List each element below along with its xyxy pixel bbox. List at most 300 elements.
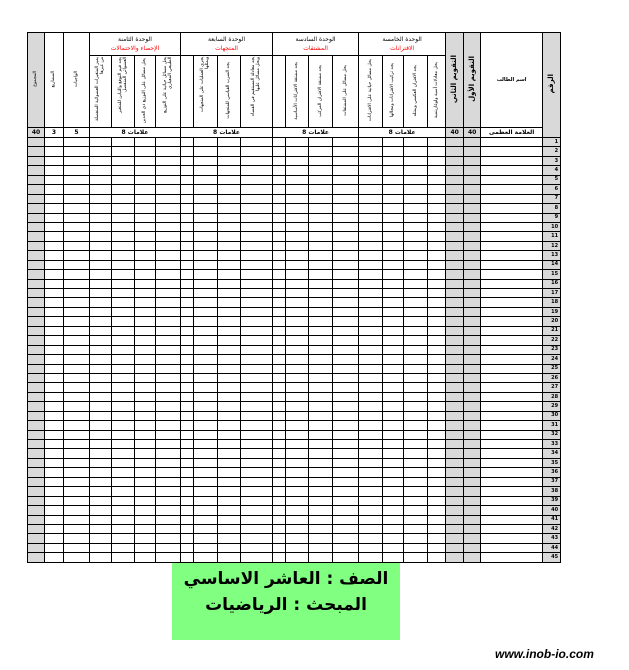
grade-cell[interactable] bbox=[404, 204, 428, 213]
grade-cell[interactable] bbox=[64, 194, 90, 203]
grade-cell[interactable] bbox=[135, 477, 156, 486]
grade-cell[interactable] bbox=[194, 185, 218, 194]
grade-cell[interactable] bbox=[194, 534, 218, 543]
grade-cell[interactable] bbox=[156, 222, 181, 231]
grade-cell[interactable] bbox=[383, 553, 404, 562]
grade-cell[interactable] bbox=[309, 364, 333, 373]
grade-cell[interactable] bbox=[404, 543, 428, 552]
grade-cell[interactable] bbox=[112, 373, 135, 382]
grade-cell[interactable] bbox=[464, 232, 481, 241]
grade-cell[interactable] bbox=[64, 383, 90, 392]
grade-cell[interactable] bbox=[218, 506, 241, 515]
grade-cell[interactable] bbox=[45, 383, 64, 392]
grade-cell[interactable] bbox=[156, 213, 181, 222]
grade-cell[interactable] bbox=[112, 213, 135, 222]
grade-cell[interactable] bbox=[464, 204, 481, 213]
grade-cell[interactable] bbox=[273, 279, 286, 288]
grade-cell[interactable] bbox=[404, 373, 428, 382]
grade-cell[interactable] bbox=[428, 345, 446, 354]
grade-cell[interactable] bbox=[333, 138, 359, 147]
grade-cell[interactable] bbox=[286, 185, 309, 194]
grade-cell[interactable] bbox=[446, 392, 464, 401]
grade-cell[interactable] bbox=[218, 421, 241, 430]
grade-cell[interactable] bbox=[112, 553, 135, 562]
grade-cell[interactable] bbox=[273, 326, 286, 335]
grade-cell[interactable] bbox=[112, 326, 135, 335]
grade-cell[interactable] bbox=[112, 298, 135, 307]
grade-cell[interactable] bbox=[359, 138, 383, 147]
grade-cell[interactable] bbox=[333, 345, 359, 354]
grade-cell[interactable] bbox=[383, 251, 404, 260]
grade-cell[interactable] bbox=[156, 175, 181, 184]
grade-cell[interactable] bbox=[446, 468, 464, 477]
grade-cell[interactable] bbox=[194, 477, 218, 486]
grade-cell[interactable] bbox=[28, 487, 45, 496]
grade-cell[interactable] bbox=[112, 449, 135, 458]
grade-cell[interactable] bbox=[241, 317, 273, 326]
grade-cell[interactable] bbox=[64, 553, 90, 562]
grade-cell[interactable] bbox=[464, 185, 481, 194]
grade-cell[interactable] bbox=[286, 147, 309, 156]
grade-cell[interactable] bbox=[286, 156, 309, 165]
grade-cell[interactable] bbox=[428, 336, 446, 345]
grade-cell[interactable] bbox=[383, 307, 404, 316]
student-name-cell[interactable] bbox=[481, 270, 543, 279]
grade-cell[interactable] bbox=[446, 241, 464, 250]
grade-cell[interactable] bbox=[156, 317, 181, 326]
grade-cell[interactable] bbox=[309, 449, 333, 458]
grade-cell[interactable] bbox=[45, 449, 64, 458]
grade-cell[interactable] bbox=[404, 270, 428, 279]
grade-cell[interactable] bbox=[241, 534, 273, 543]
grade-cell[interactable] bbox=[64, 364, 90, 373]
grade-cell[interactable] bbox=[112, 166, 135, 175]
grade-cell[interactable] bbox=[135, 279, 156, 288]
grade-cell[interactable] bbox=[446, 204, 464, 213]
grade-cell[interactable] bbox=[28, 515, 45, 524]
grade-cell[interactable] bbox=[404, 468, 428, 477]
grade-cell[interactable] bbox=[383, 138, 404, 147]
grade-cell[interactable] bbox=[90, 543, 112, 552]
grade-cell[interactable] bbox=[156, 496, 181, 505]
grade-cell[interactable] bbox=[428, 298, 446, 307]
grade-cell[interactable] bbox=[241, 289, 273, 298]
grade-cell[interactable] bbox=[45, 175, 64, 184]
grade-cell[interactable] bbox=[359, 241, 383, 250]
grade-cell[interactable] bbox=[241, 194, 273, 203]
grade-cell[interactable] bbox=[218, 307, 241, 316]
grade-cell[interactable] bbox=[90, 175, 112, 184]
grade-cell[interactable] bbox=[181, 411, 194, 420]
grade-cell[interactable] bbox=[135, 326, 156, 335]
grade-cell[interactable] bbox=[194, 289, 218, 298]
grade-cell[interactable] bbox=[273, 402, 286, 411]
grade-cell[interactable] bbox=[135, 270, 156, 279]
grade-cell[interactable] bbox=[241, 477, 273, 486]
grade-cell[interactable] bbox=[309, 468, 333, 477]
grade-cell[interactable] bbox=[428, 373, 446, 382]
grade-cell[interactable] bbox=[383, 185, 404, 194]
grade-cell[interactable] bbox=[45, 289, 64, 298]
grade-cell[interactable] bbox=[464, 477, 481, 486]
grade-cell[interactable] bbox=[383, 402, 404, 411]
grade-cell[interactable] bbox=[286, 477, 309, 486]
grade-cell[interactable] bbox=[218, 289, 241, 298]
grade-cell[interactable] bbox=[273, 449, 286, 458]
grade-cell[interactable] bbox=[273, 373, 286, 382]
grade-cell[interactable] bbox=[28, 166, 45, 175]
grade-cell[interactable] bbox=[135, 251, 156, 260]
grade-cell[interactable] bbox=[181, 458, 194, 467]
grade-cell[interactable] bbox=[194, 336, 218, 345]
grade-cell[interactable] bbox=[446, 307, 464, 316]
grade-cell[interactable] bbox=[218, 449, 241, 458]
grade-cell[interactable] bbox=[273, 524, 286, 533]
grade-cell[interactable] bbox=[273, 251, 286, 260]
grade-cell[interactable] bbox=[156, 449, 181, 458]
grade-cell[interactable] bbox=[383, 421, 404, 430]
grade-cell[interactable] bbox=[464, 383, 481, 392]
grade-cell[interactable] bbox=[28, 336, 45, 345]
grade-cell[interactable] bbox=[28, 543, 45, 552]
grade-cell[interactable] bbox=[135, 515, 156, 524]
grade-cell[interactable] bbox=[241, 421, 273, 430]
grade-cell[interactable] bbox=[286, 543, 309, 552]
grade-cell[interactable] bbox=[218, 515, 241, 524]
grade-cell[interactable] bbox=[64, 496, 90, 505]
grade-cell[interactable] bbox=[112, 487, 135, 496]
grade-cell[interactable] bbox=[333, 355, 359, 364]
grade-cell[interactable] bbox=[383, 373, 404, 382]
grade-cell[interactable] bbox=[446, 364, 464, 373]
grade-cell[interactable] bbox=[404, 355, 428, 364]
grade-cell[interactable] bbox=[64, 204, 90, 213]
grade-cell[interactable] bbox=[241, 260, 273, 269]
grade-cell[interactable] bbox=[135, 156, 156, 165]
grade-cell[interactable] bbox=[404, 175, 428, 184]
grade-cell[interactable] bbox=[112, 364, 135, 373]
grade-cell[interactable] bbox=[64, 317, 90, 326]
grade-cell[interactable] bbox=[181, 298, 194, 307]
grade-cell[interactable] bbox=[194, 222, 218, 231]
grade-cell[interactable] bbox=[428, 458, 446, 467]
grade-cell[interactable] bbox=[309, 458, 333, 467]
grade-cell[interactable] bbox=[446, 194, 464, 203]
grade-cell[interactable] bbox=[446, 373, 464, 382]
grade-cell[interactable] bbox=[428, 364, 446, 373]
grade-cell[interactable] bbox=[241, 402, 273, 411]
grade-cell[interactable] bbox=[286, 487, 309, 496]
grade-cell[interactable] bbox=[404, 364, 428, 373]
grade-cell[interactable] bbox=[286, 430, 309, 439]
grade-cell[interactable] bbox=[156, 543, 181, 552]
grade-cell[interactable] bbox=[404, 298, 428, 307]
grade-cell[interactable] bbox=[181, 383, 194, 392]
grade-cell[interactable] bbox=[404, 496, 428, 505]
grade-cell[interactable] bbox=[241, 270, 273, 279]
grade-cell[interactable] bbox=[273, 496, 286, 505]
grade-cell[interactable] bbox=[45, 553, 64, 562]
grade-cell[interactable] bbox=[309, 402, 333, 411]
grade-cell[interactable] bbox=[194, 204, 218, 213]
grade-cell[interactable] bbox=[383, 440, 404, 449]
grade-cell[interactable] bbox=[194, 194, 218, 203]
grade-cell[interactable] bbox=[112, 496, 135, 505]
grade-cell[interactable] bbox=[64, 543, 90, 552]
grade-cell[interactable] bbox=[194, 383, 218, 392]
grade-cell[interactable] bbox=[28, 147, 45, 156]
grade-cell[interactable] bbox=[273, 156, 286, 165]
grade-cell[interactable] bbox=[333, 270, 359, 279]
grade-cell[interactable] bbox=[428, 524, 446, 533]
grade-cell[interactable] bbox=[64, 355, 90, 364]
grade-cell[interactable] bbox=[28, 317, 45, 326]
grade-cell[interactable] bbox=[28, 534, 45, 543]
grade-cell[interactable] bbox=[446, 543, 464, 552]
student-name-cell[interactable] bbox=[481, 440, 543, 449]
grade-cell[interactable] bbox=[156, 468, 181, 477]
grade-cell[interactable] bbox=[45, 477, 64, 486]
grade-cell[interactable] bbox=[45, 194, 64, 203]
grade-cell[interactable] bbox=[359, 147, 383, 156]
grade-cell[interactable] bbox=[194, 156, 218, 165]
grade-cell[interactable] bbox=[194, 326, 218, 335]
student-name-cell[interactable] bbox=[481, 496, 543, 505]
grade-cell[interactable] bbox=[464, 496, 481, 505]
grade-cell[interactable] bbox=[383, 543, 404, 552]
grade-cell[interactable] bbox=[464, 421, 481, 430]
grade-cell[interactable] bbox=[273, 194, 286, 203]
grade-cell[interactable] bbox=[404, 222, 428, 231]
grade-cell[interactable] bbox=[194, 213, 218, 222]
grade-cell[interactable] bbox=[181, 147, 194, 156]
grade-cell[interactable] bbox=[359, 156, 383, 165]
grade-cell[interactable] bbox=[90, 156, 112, 165]
grade-cell[interactable] bbox=[112, 260, 135, 269]
grade-cell[interactable] bbox=[28, 298, 45, 307]
student-name-cell[interactable] bbox=[481, 317, 543, 326]
grade-cell[interactable] bbox=[90, 553, 112, 562]
grade-cell[interactable] bbox=[464, 449, 481, 458]
grade-cell[interactable] bbox=[359, 524, 383, 533]
grade-cell[interactable] bbox=[359, 317, 383, 326]
grade-cell[interactable] bbox=[309, 543, 333, 552]
grade-cell[interactable] bbox=[45, 222, 64, 231]
grade-cell[interactable] bbox=[286, 204, 309, 213]
grade-cell[interactable] bbox=[90, 194, 112, 203]
grade-cell[interactable] bbox=[112, 383, 135, 392]
student-name-cell[interactable] bbox=[481, 307, 543, 316]
grade-cell[interactable] bbox=[383, 515, 404, 524]
grade-cell[interactable] bbox=[383, 487, 404, 496]
grade-cell[interactable] bbox=[464, 468, 481, 477]
grade-cell[interactable] bbox=[309, 487, 333, 496]
grade-cell[interactable] bbox=[156, 373, 181, 382]
grade-cell[interactable] bbox=[359, 411, 383, 420]
grade-cell[interactable] bbox=[45, 364, 64, 373]
grade-cell[interactable] bbox=[333, 326, 359, 335]
grade-cell[interactable] bbox=[359, 553, 383, 562]
grade-cell[interactable] bbox=[404, 336, 428, 345]
grade-cell[interactable] bbox=[446, 213, 464, 222]
grade-cell[interactable] bbox=[333, 440, 359, 449]
student-name-cell[interactable] bbox=[481, 524, 543, 533]
grade-cell[interactable] bbox=[181, 477, 194, 486]
grade-cell[interactable] bbox=[464, 326, 481, 335]
grade-cell[interactable] bbox=[309, 204, 333, 213]
grade-cell[interactable] bbox=[309, 326, 333, 335]
student-name-cell[interactable] bbox=[481, 156, 543, 165]
grade-cell[interactable] bbox=[45, 534, 64, 543]
grade-cell[interactable] bbox=[404, 147, 428, 156]
student-name-cell[interactable] bbox=[481, 506, 543, 515]
grade-cell[interactable] bbox=[404, 241, 428, 250]
grade-cell[interactable] bbox=[273, 411, 286, 420]
grade-cell[interactable] bbox=[273, 364, 286, 373]
grade-cell[interactable] bbox=[273, 430, 286, 439]
grade-cell[interactable] bbox=[428, 213, 446, 222]
grade-cell[interactable] bbox=[446, 345, 464, 354]
grade-cell[interactable] bbox=[194, 373, 218, 382]
grade-cell[interactable] bbox=[404, 317, 428, 326]
grade-cell[interactable] bbox=[428, 430, 446, 439]
grade-cell[interactable] bbox=[218, 364, 241, 373]
grade-cell[interactable] bbox=[156, 326, 181, 335]
grade-cell[interactable] bbox=[286, 175, 309, 184]
grade-cell[interactable] bbox=[64, 279, 90, 288]
grade-cell[interactable] bbox=[181, 345, 194, 354]
grade-cell[interactable] bbox=[64, 336, 90, 345]
grade-cell[interactable] bbox=[112, 402, 135, 411]
grade-cell[interactable] bbox=[309, 279, 333, 288]
grade-cell[interactable] bbox=[446, 458, 464, 467]
grade-cell[interactable] bbox=[181, 260, 194, 269]
grade-cell[interactable] bbox=[156, 345, 181, 354]
grade-cell[interactable] bbox=[241, 449, 273, 458]
grade-cell[interactable] bbox=[446, 553, 464, 562]
grade-cell[interactable] bbox=[181, 326, 194, 335]
grade-cell[interactable] bbox=[309, 345, 333, 354]
grade-cell[interactable] bbox=[45, 156, 64, 165]
grade-cell[interactable] bbox=[464, 289, 481, 298]
grade-cell[interactable] bbox=[112, 524, 135, 533]
grade-cell[interactable] bbox=[194, 392, 218, 401]
grade-cell[interactable] bbox=[64, 298, 90, 307]
grade-cell[interactable] bbox=[45, 166, 64, 175]
grade-cell[interactable] bbox=[45, 345, 64, 354]
grade-cell[interactable] bbox=[333, 213, 359, 222]
grade-cell[interactable] bbox=[428, 411, 446, 420]
grade-cell[interactable] bbox=[64, 373, 90, 382]
grade-cell[interactable] bbox=[28, 260, 45, 269]
grade-cell[interactable] bbox=[428, 194, 446, 203]
student-name-cell[interactable] bbox=[481, 213, 543, 222]
grade-cell[interactable] bbox=[241, 411, 273, 420]
grade-cell[interactable] bbox=[218, 336, 241, 345]
grade-cell[interactable] bbox=[90, 166, 112, 175]
grade-cell[interactable] bbox=[446, 298, 464, 307]
grade-cell[interactable] bbox=[359, 251, 383, 260]
grade-cell[interactable] bbox=[333, 402, 359, 411]
grade-cell[interactable] bbox=[45, 411, 64, 420]
grade-cell[interactable] bbox=[273, 468, 286, 477]
grade-cell[interactable] bbox=[194, 355, 218, 364]
grade-cell[interactable] bbox=[135, 487, 156, 496]
grade-cell[interactable] bbox=[446, 138, 464, 147]
grade-cell[interactable] bbox=[404, 411, 428, 420]
grade-cell[interactable] bbox=[404, 392, 428, 401]
grade-cell[interactable] bbox=[135, 458, 156, 467]
grade-cell[interactable] bbox=[428, 175, 446, 184]
grade-cell[interactable] bbox=[333, 147, 359, 156]
grade-cell[interactable] bbox=[90, 232, 112, 241]
grade-cell[interactable] bbox=[156, 307, 181, 316]
student-name-cell[interactable] bbox=[481, 392, 543, 401]
grade-cell[interactable] bbox=[241, 251, 273, 260]
grade-cell[interactable] bbox=[112, 317, 135, 326]
grade-cell[interactable] bbox=[28, 421, 45, 430]
student-name-cell[interactable] bbox=[481, 543, 543, 552]
grade-cell[interactable] bbox=[28, 194, 45, 203]
grade-cell[interactable] bbox=[446, 355, 464, 364]
grade-cell[interactable] bbox=[286, 326, 309, 335]
grade-cell[interactable] bbox=[464, 175, 481, 184]
grade-cell[interactable] bbox=[156, 487, 181, 496]
grade-cell[interactable] bbox=[28, 345, 45, 354]
grade-cell[interactable] bbox=[45, 147, 64, 156]
grade-cell[interactable] bbox=[218, 251, 241, 260]
student-name-cell[interactable] bbox=[481, 185, 543, 194]
grade-cell[interactable] bbox=[404, 345, 428, 354]
grade-cell[interactable] bbox=[181, 421, 194, 430]
grade-cell[interactable] bbox=[218, 185, 241, 194]
grade-cell[interactable] bbox=[333, 232, 359, 241]
grade-cell[interactable] bbox=[333, 392, 359, 401]
grade-cell[interactable] bbox=[286, 251, 309, 260]
grade-cell[interactable] bbox=[156, 279, 181, 288]
grade-cell[interactable] bbox=[241, 345, 273, 354]
grade-cell[interactable] bbox=[333, 468, 359, 477]
grade-cell[interactable] bbox=[64, 166, 90, 175]
grade-cell[interactable] bbox=[446, 477, 464, 486]
grade-cell[interactable] bbox=[464, 524, 481, 533]
grade-cell[interactable] bbox=[464, 411, 481, 420]
grade-cell[interactable] bbox=[64, 213, 90, 222]
grade-cell[interactable] bbox=[64, 260, 90, 269]
grade-cell[interactable] bbox=[194, 402, 218, 411]
grade-cell[interactable] bbox=[333, 534, 359, 543]
grade-cell[interactable] bbox=[464, 553, 481, 562]
grade-cell[interactable] bbox=[156, 260, 181, 269]
grade-cell[interactable] bbox=[218, 345, 241, 354]
grade-cell[interactable] bbox=[464, 317, 481, 326]
grade-cell[interactable] bbox=[286, 515, 309, 524]
grade-cell[interactable] bbox=[383, 298, 404, 307]
grade-cell[interactable] bbox=[359, 279, 383, 288]
grade-cell[interactable] bbox=[28, 289, 45, 298]
grade-cell[interactable] bbox=[112, 345, 135, 354]
grade-cell[interactable] bbox=[218, 373, 241, 382]
grade-cell[interactable] bbox=[45, 506, 64, 515]
grade-cell[interactable] bbox=[359, 383, 383, 392]
grade-cell[interactable] bbox=[273, 458, 286, 467]
grade-cell[interactable] bbox=[359, 373, 383, 382]
student-name-cell[interactable] bbox=[481, 289, 543, 298]
grade-cell[interactable] bbox=[309, 213, 333, 222]
grade-cell[interactable] bbox=[286, 260, 309, 269]
grade-cell[interactable] bbox=[273, 317, 286, 326]
grade-cell[interactable] bbox=[309, 506, 333, 515]
